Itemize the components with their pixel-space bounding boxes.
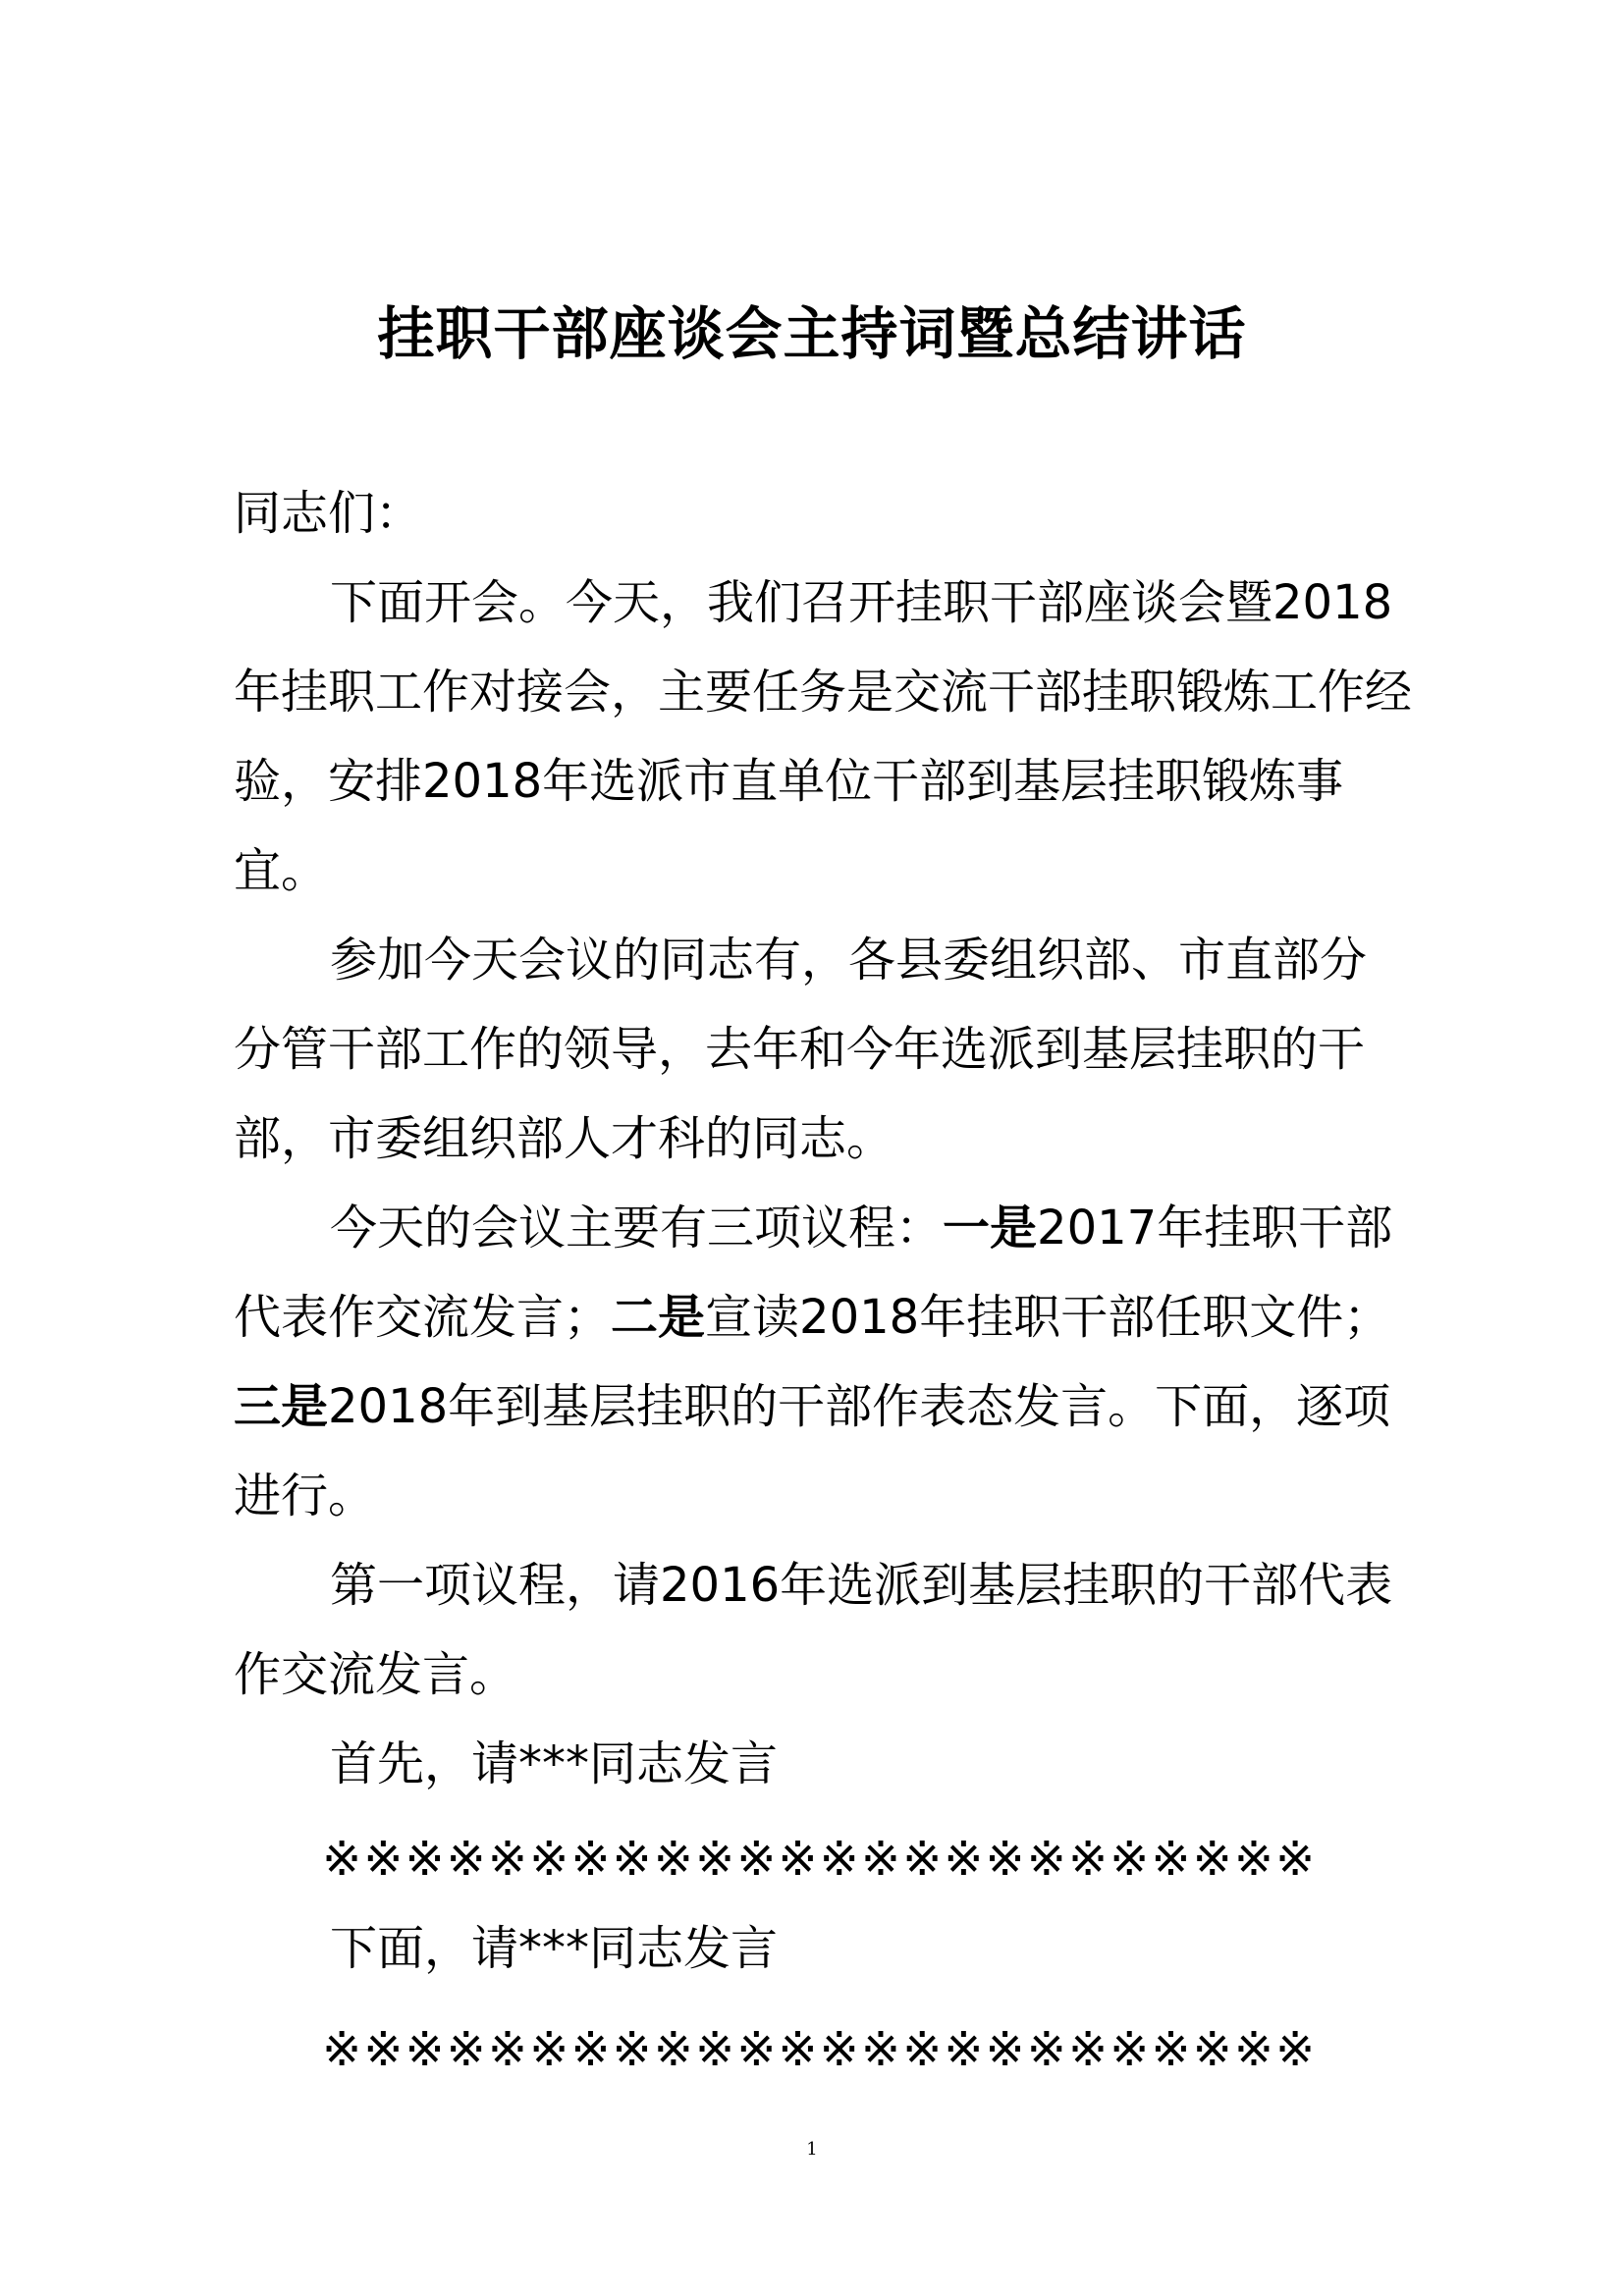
document-title: 挂职干部座谈会主持词暨总结讲话 (377, 300, 1247, 367)
agenda-item3-label: 三是 (234, 1379, 329, 1434)
paragraph-first-speaker: 首先，请***同志发言 (330, 1736, 779, 1791)
greeting: 同志们： (234, 486, 423, 541)
separator-stars-2: ※※※※※※※※※※※※※※※※※※※※※※※※ (322, 2022, 1318, 2077)
paragraph-first-item: 第一项议程，请2016年选派到基层挂职的干部代表作交流发言。 (234, 1558, 1393, 1702)
agenda-item1-label: 一是 (943, 1201, 1038, 1255)
document-body (234, 469, 1412, 2095)
page-number: 1 (806, 2139, 818, 2160)
paragraph-opening: 下面开会。今天，我们召开挂职干部座谈会暨2018年挂职工作对接会，主要任务是交流干部挂职锻炼工作经验，安排2018年选派市直单位干部到基层挂职锻炼事宜。 (234, 575, 1413, 898)
separator-stars-1: ※※※※※※※※※※※※※※※※※※※※※※※※ (322, 1832, 1318, 1887)
agenda-item2-label: 二是 (611, 1290, 706, 1345)
agenda-intro: 今天的会议主要有三项议程： (330, 1201, 944, 1255)
paragraph-agenda (234, 1184, 1412, 1541)
agenda-item1-text: 2017年挂职干部代表作交流发言； (234, 1201, 1393, 1345)
agenda-item3-text: 2018年到基层挂职的干部作表态发言。下面，逐项进行。 (234, 1379, 1391, 1523)
agenda-item2-text: 宣读2018年挂职干部任职文件； (705, 1290, 1391, 1345)
paragraph-next-speaker: 下面，请***同志发言 (330, 1921, 779, 1976)
paragraph-attendees: 参加今天会议的同志有，各县委组织部、市直部分分管干部工作的领导，去年和今年选派到基层挂职的干部，市委组织部人才科的同志。 (234, 933, 1368, 1166)
